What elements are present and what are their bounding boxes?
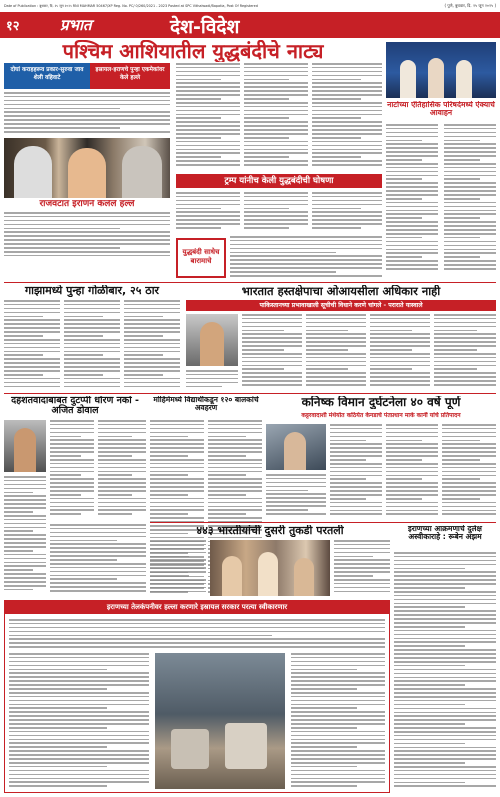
publication-line: Date of Publication : बुधवार, दि. २५ जून २०२५ RNI MAHMAR 50467/XP Reg. No. PC/ 0/260/2021 - 2023 Posted at SPC Vithalwadi/Bapatia, Post Of Registered [4, 4, 258, 8]
india-col-1 [186, 370, 238, 390]
nato-delegate-1 [400, 60, 416, 98]
doval-face [200, 322, 224, 366]
lead-kicker-left: दोघां कराहहरूव प्रकार-सुरुवा जाव शेली वहिवाटे [4, 63, 90, 89]
lead-photo-text [4, 212, 170, 262]
nato-headline: नाटोच्या ऐतिहासिक परिषदेमध्ये ऐक्याचे आवाहन [387, 101, 495, 118]
bottom-box-text-1 [9, 619, 385, 649]
section-divider-3 [150, 522, 496, 523]
mohim-headline: मोहिमेमध्ये विद्यार्थीकडून १२० बालकांचे अवहरण [153, 396, 259, 413]
section-title: देश-विदेश [170, 16, 240, 38]
india-col-4 [370, 314, 430, 390]
oil-facility-photo [155, 653, 285, 789]
lead-column-5 [176, 192, 240, 232]
section-divider-2 [4, 393, 496, 394]
canada-col-3 [386, 424, 438, 518]
lead-column-2 [176, 63, 240, 171]
pawar-face [14, 428, 36, 472]
oil-tank-1 [171, 729, 209, 769]
lead-intro-text [4, 92, 170, 136]
india-col-2 [242, 314, 302, 390]
gaza-headline: गाझामध्ये पुन्हा गोळीबार, २५ ठार [24, 285, 160, 297]
gaza-col-2 [64, 300, 120, 390]
india-col-3 [306, 314, 366, 390]
lead-column-7 [312, 192, 382, 232]
india-headline: भारतात हस्तक्षेपाचा ओआयसीला अधिकार नाही [241, 285, 441, 298]
nato-col-2 [444, 124, 496, 274]
iranis-headline: ४४३ भारतीयांची दुसरी तुकडी परतली [196, 525, 344, 537]
pawar-col-3 [4, 476, 46, 596]
portrait-netanyahu [122, 146, 162, 198]
bottom-box [4, 600, 390, 793]
masthead [0, 12, 500, 38]
portrait-khamenei [14, 146, 52, 198]
leaders-photo [4, 138, 170, 198]
lead-column-4 [312, 63, 382, 171]
nato-col-1 [386, 124, 438, 274]
canada-headline: कनिष्क विमान दुर्घटनेला ४० वर्षे पूर्ण [301, 396, 461, 409]
iranis-col-2 [334, 540, 390, 596]
nato-delegate-3 [456, 60, 472, 98]
lead-column-3 [244, 63, 308, 171]
evacuee-2 [258, 552, 278, 596]
pawar-col-2 [98, 420, 146, 520]
page-number: १२ [6, 19, 20, 34]
iranis-col-1 [150, 540, 206, 596]
gaza-col-3 [124, 300, 180, 390]
publication-date: ( पुणे, बुधवार, दि. २५ जून २०२५ ) [444, 3, 496, 8]
right-bottom-headline: इराणच्या आक्रमणाचे दुर्लक्ष अस्वीकाराहे : रूबेन अझम [408, 525, 482, 542]
india-subheadline: पाकिस्तानच्या प्रभावाखाली सूचीची विधाने करणे चांगले - पराराते यास्वाले [186, 300, 496, 311]
nato-delegate-2 [428, 58, 444, 98]
pawar-headline: दहशतवादाबाबत दुटप्पी धोरण नको - अजित डोवाल [11, 396, 139, 417]
gaza-col-1 [4, 300, 60, 390]
canada-col-4 [442, 424, 496, 518]
pawar-col-1 [50, 420, 94, 520]
portrait-trump [68, 148, 106, 198]
evacuee-3 [294, 558, 314, 596]
brand-logo: प्रभात [60, 16, 92, 34]
canada-col-1 [266, 474, 326, 518]
evacuees-photo [210, 540, 330, 596]
canada-col-2 [330, 424, 382, 518]
pawar-col-4 [50, 524, 146, 596]
lead-bottom-text [230, 236, 382, 280]
lead-caption-bar: ट्रम्प यांनीच केली युद्धबंदीची घोषणा [176, 174, 382, 188]
lead-headline: पश्चिम आशियातील युद्धबंदीचे नाट्य [62, 40, 324, 62]
india-col-5 [434, 314, 496, 390]
oil-tank-2 [225, 723, 267, 769]
lead-column-6 [244, 192, 308, 232]
nato-photo [386, 42, 496, 98]
lead-photo-headline: राजवटात इराणने केलेले हल्ले [39, 200, 135, 209]
section-divider-1 [4, 282, 496, 283]
canada-subheadline: कट्टरवादाशी मंथेयोत कठियेत केनडाचे पंतप्रधान मार्क कार्नी यांचे प्रतिपादन [301, 412, 461, 419]
bottom-box-text-2 [9, 653, 149, 789]
bottom-box-text-3 [291, 653, 385, 789]
lead-badge: युद्धबंदी साधेच बारामाचे [176, 238, 226, 278]
doval-photo [186, 314, 238, 366]
kanishka-photo [266, 424, 326, 470]
evacuee-1 [222, 556, 242, 596]
pawar-photo [4, 420, 46, 472]
lead-kicker-right: इस्रायल-इराणचे पुन्हा एकमेकांवर केले हल्ले [90, 63, 170, 89]
carney-figure [284, 432, 306, 470]
bottom-box-title-bar: इराणच्या तेलकंपनीवर हल्ला करणारे इस्रायल सरकार परत्या स्वीकारणार [5, 601, 389, 614]
right-bottom-text [394, 552, 496, 792]
